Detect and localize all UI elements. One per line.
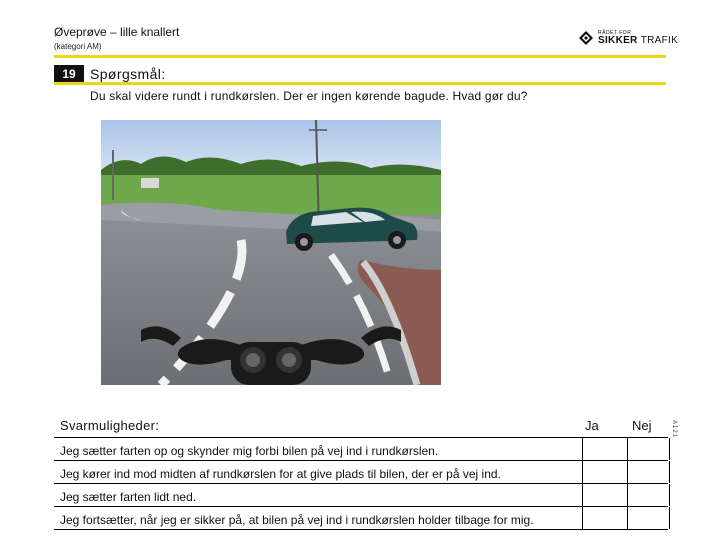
scenario-photo <box>101 120 441 385</box>
question-number: 19 <box>54 65 84 82</box>
logo-bold-word: SIKKER <box>598 34 638 46</box>
question-heading: Spørgsmål: <box>90 66 166 82</box>
answer-row <box>54 461 668 484</box>
answer-4-no-checkbox[interactable] <box>627 507 670 529</box>
distant-building <box>141 178 159 188</box>
logo-mark-icon <box>578 30 594 46</box>
logo-light-word: TRAFIK <box>640 34 679 46</box>
roundabout-scene <box>101 120 441 385</box>
answer-row <box>54 438 668 461</box>
question-text: Du skal videre rundt i rundkørslen. Der er ingen kørende bagude. Hvad gør du? <box>90 89 528 103</box>
logo-text <box>598 31 678 46</box>
answers-heading: Svarmuligheder: <box>60 418 160 433</box>
answer-1-no-checkbox[interactable] <box>627 438 670 460</box>
answer-3-no-checkbox[interactable] <box>627 484 670 506</box>
answer-row <box>54 484 668 507</box>
logo <box>578 30 678 46</box>
answer-1-yes-checkbox[interactable] <box>582 438 628 460</box>
answer-2-no-checkbox[interactable] <box>627 461 670 483</box>
side-code: A121 <box>671 420 677 439</box>
page-subtitle: (kategori AM) <box>54 42 102 51</box>
answer-text: Jeg sætter farten op og skynder mig forbi bilen på vej ind i rundkørslen. <box>60 444 439 458</box>
answer-4-yes-checkbox[interactable] <box>582 507 628 529</box>
page-title: Øveprøve – lille knallert <box>54 25 180 39</box>
yes-column-label: Ja <box>585 418 599 433</box>
logo-small-text: RÅDET FOR <box>598 29 632 36</box>
top-rule <box>54 55 666 58</box>
answer-2-yes-checkbox[interactable] <box>582 461 628 483</box>
answer-table <box>54 412 668 530</box>
bottom-rule <box>54 82 666 85</box>
answer-row <box>54 507 668 530</box>
answer-text: Jeg fortsætter, når jeg er sikker på, at bilen på vej ind i rundkørslen holder tilbage for mig. <box>60 513 534 527</box>
no-column-label: Nej <box>632 418 652 433</box>
answer-header <box>54 412 668 438</box>
answer-text: Jeg kører ind mod midten af rundkørslen for at give plads til bilen, der er på vej ind. <box>60 467 501 481</box>
answer-text: Jeg sætter farten lidt ned. <box>60 490 197 504</box>
logo-big-text <box>598 36 678 46</box>
answer-3-yes-checkbox[interactable] <box>582 484 628 506</box>
